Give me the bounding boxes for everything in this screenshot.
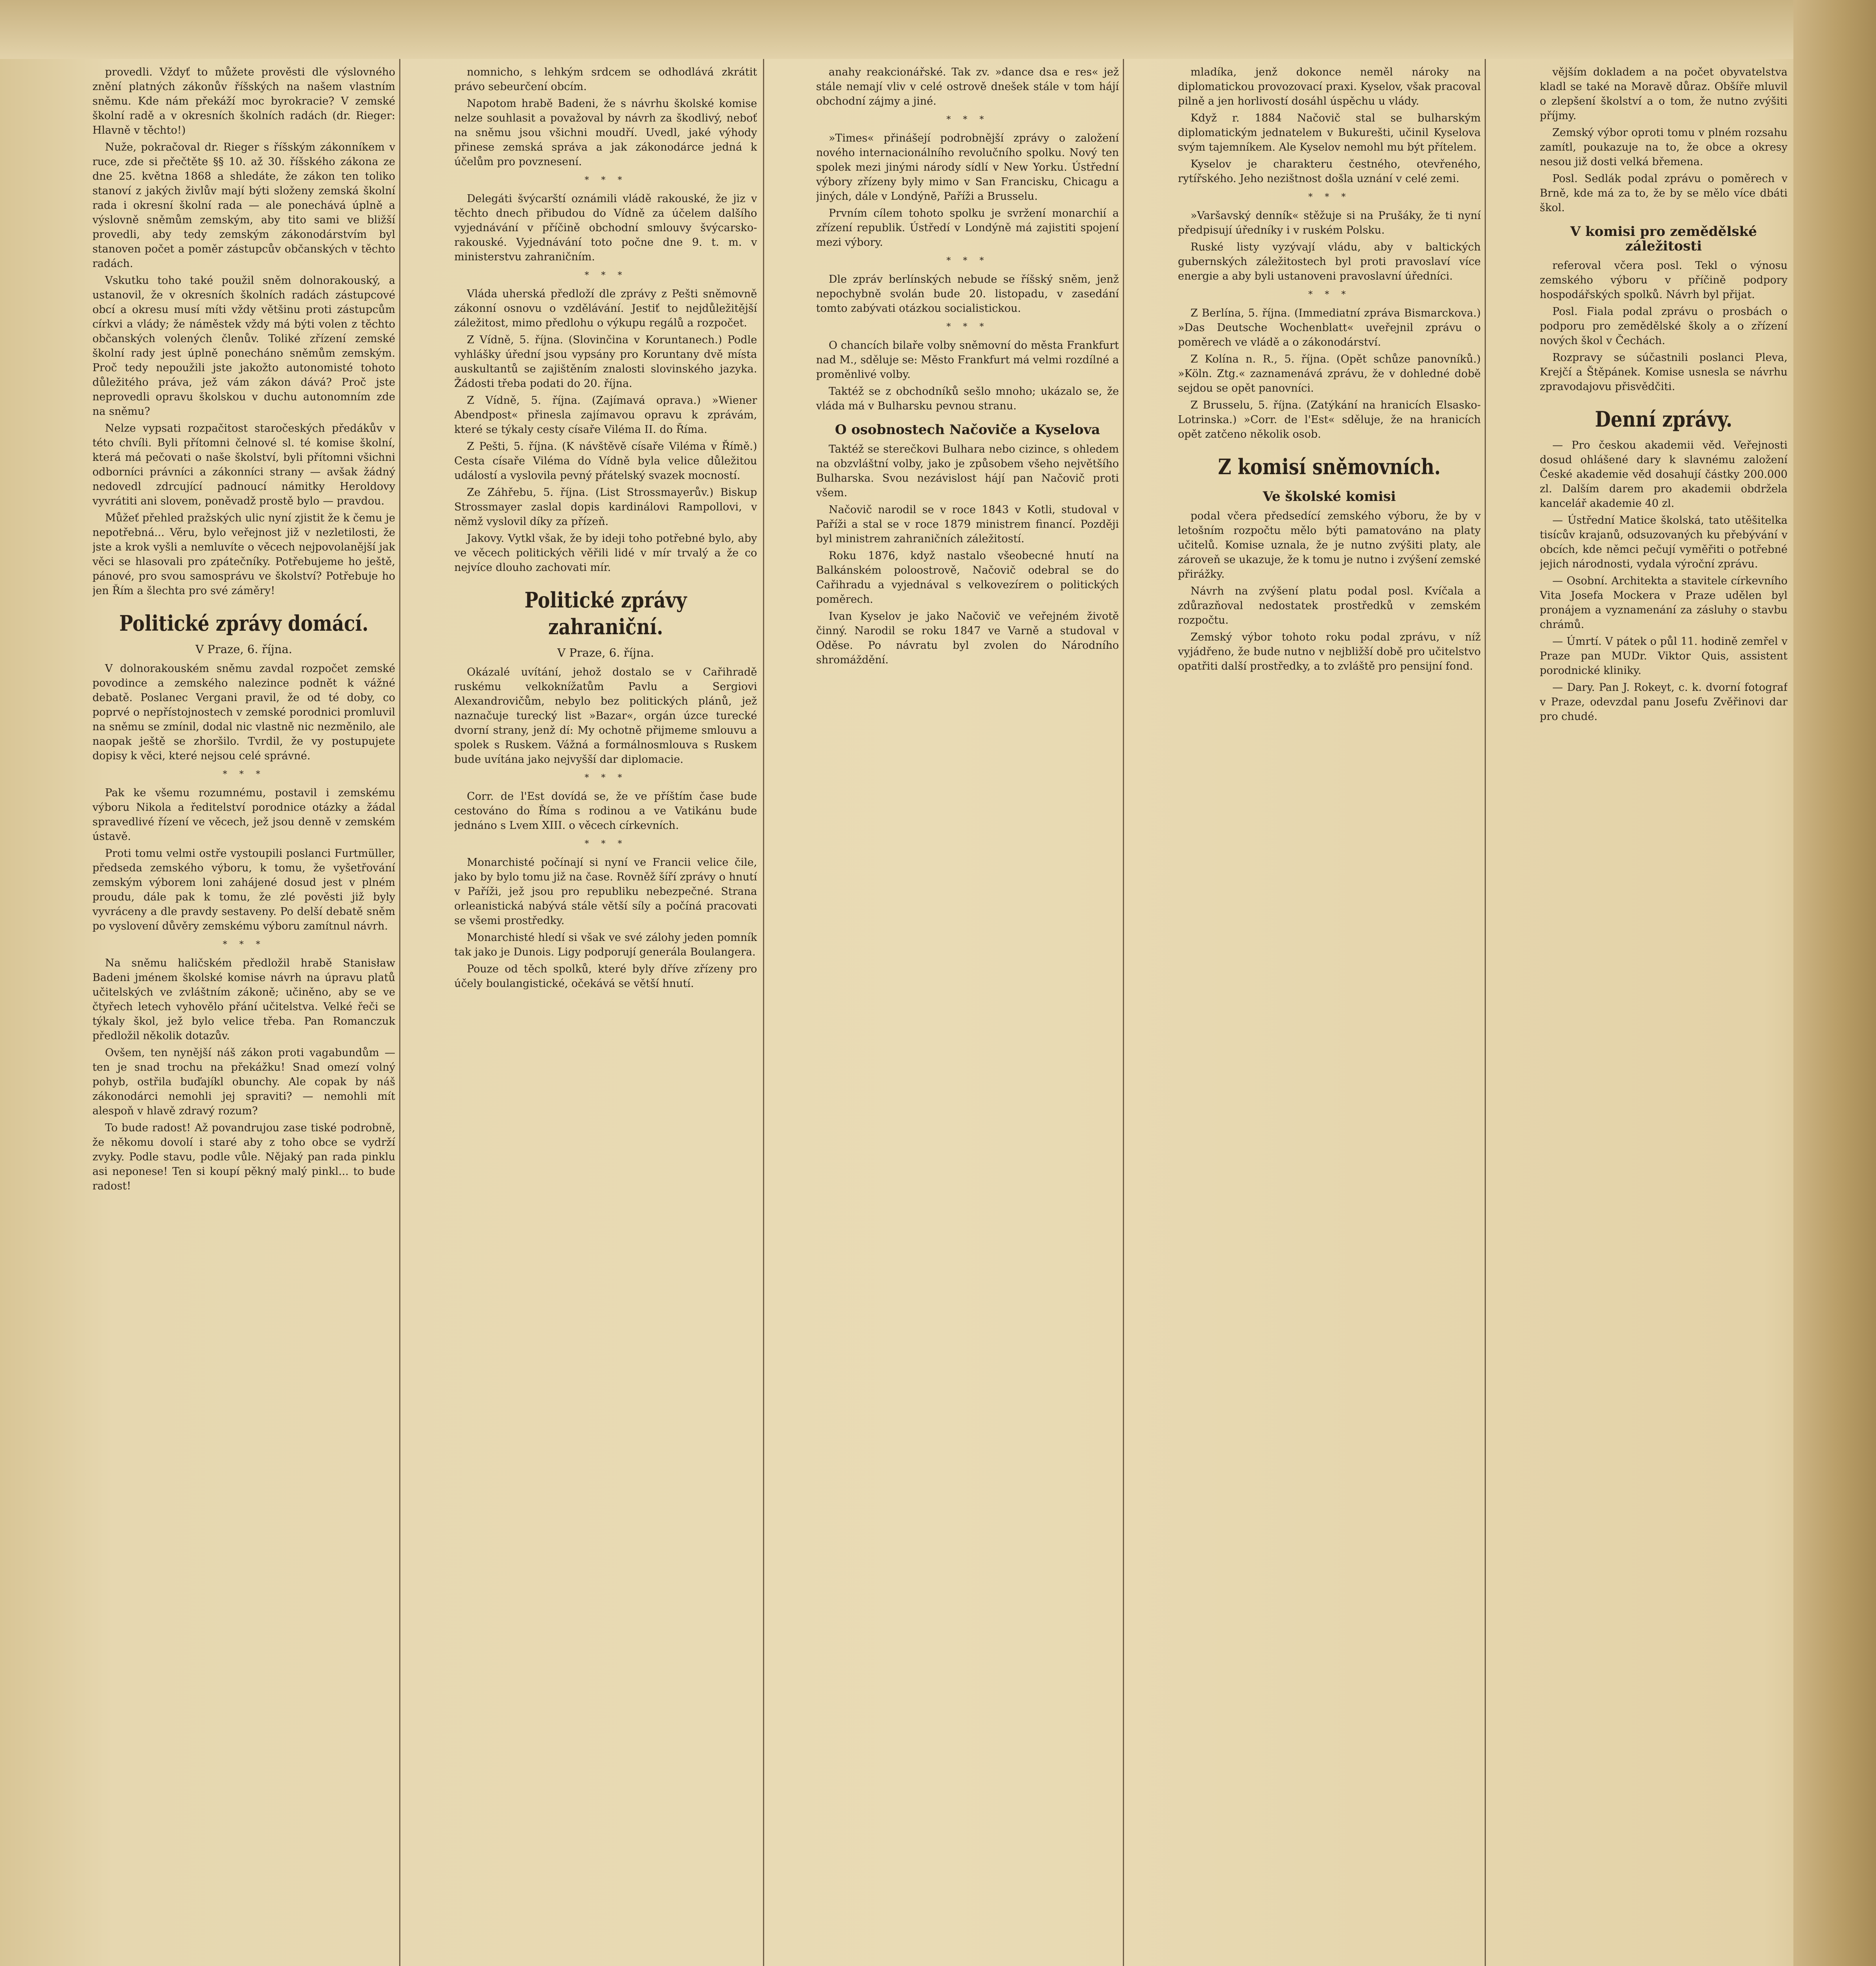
subhead-school-committee: Ve školské komisi <box>1262 489 1396 504</box>
column-rule <box>1485 59 1486 1966</box>
article-paragraph: Z Berlína, 5. října. (Immediatní zpráva Bismarckova.) »Das Deutsche Wochenblatt« uveřejnil zprávu o poměrech ve vládě a o zákonodárství. <box>1178 307 1481 348</box>
separator-stars: * * * <box>584 175 627 185</box>
article-paragraph: Jakovy. Vytkl však, že by ideji toho potřebné bylo, aby ve věcech politických věřili lidé v mír trvalý a že co nejvíce dlouho zachovati mír. <box>454 532 757 574</box>
article-paragraph: Návrh na zvýšení platu podal posl. Kvíčala a zdůrazňoval nedostatek prostředků v zemském rozpočtu. <box>1178 585 1481 626</box>
article-paragraph: Z Vídně, 5. října. (Zajímavá oprava.) »Wiener Abendpost« přinesla zajímavou opravu k zprávám, které se týkaly cesty císaře Viléma II. do Říma. <box>454 394 757 436</box>
section-title-daily-news: Denní zprávy. <box>1595 407 1732 432</box>
separator-stars: * * * <box>584 271 627 280</box>
article-paragraph: anahy reakcionářské. Tak zv. »dance dsa e res« jež stále nemají vliv v celé ostrově dnešek stále v tom hájí obchodní zájmy a jiné. <box>816 66 1119 107</box>
article-paragraph: Dle zpráv berlínských nebude se říšský sněm, jenž nepochybně svolán bude 20. listopadu, v zasedání tomto zabývati otázkou socialistickou. <box>816 273 1119 315</box>
article-paragraph: Vskutku toho také použil sněm dolnorakouský, a ustanovil, že v okresních školních radách zástupcové obcí a okresu musí míti vždy většinu proti zástupcům církvi a vlády; že náměstek vždy má býti volen z těchto občanských volených členův. Toliké zřízení zemské školní rady jest úplně ponecháno sněmům zemským. Proč tedy nepoužili jste jakožto autonomisté tohoto důležitého práva, jež vám zákon dává? Proč jste neprovedli opravu školskou v duchu autonomním zde na sněmu? <box>92 274 395 418</box>
article-paragraph: — Ústřední Matice školská, tato utěšitelka tisícův krajanů, odsuzovaných ku přebývání v obcích, kde němci pečují vyměřiti o potřebné jejich národnosti, vydala výroční zprávu. <box>1540 514 1788 570</box>
page-binding-edge <box>1793 0 1876 1966</box>
article-paragraph: Zemský výbor oproti tomu v plném rozsahu zamítl, poukazuje na to, že obce a okresy nesou již dosti velká břemena. <box>1540 127 1788 168</box>
article-paragraph: Z Brusselu, 5. října. (Zatýkání na hranicích Elsasko-Lotrinska.) »Corr. de l'Est« sděluje, že na hranicích opět zatčeno několik osob. <box>1178 399 1481 440</box>
separator-stars: * * * <box>946 256 989 266</box>
column-rule <box>763 59 764 1966</box>
article-paragraph: referoval včera posl. Tekl o výnosu zemského výboru v příčině podpory hospodářských spolků. Návrh byl přijat. <box>1540 260 1788 301</box>
article-paragraph: Taktéž se sterečkovi Bulhara nebo cizince, s ohledem na obzvláštní volby, jako je způsobem všeho největšího Bulharska. Svou nezávislost hájí pan Načovič proti všem. <box>816 443 1119 499</box>
section-title-foreign: Politické zprávy zahraniční. <box>524 587 687 639</box>
article-paragraph: Delegáti švýcarští oznámili vládě rakouské, že jiz v těchto dnech přibudou do Vídně za účelem dalšího vyjednávání v příčině obchodní smlouvy švýcarsko-rakouské. Vyjednávání toto počne dne 9. t. m. v ministerstvu zahraničním. <box>454 193 757 263</box>
article-paragraph: »Times« přinášejí podrobnější zprávy o založení nového internacionálního revolučního spolku. Nový ten spolek mezi jinými národy sídlí v New Yorku. Ústřední výbory zřízeny byly mimo v San Francisku, Chicagu a jiných, dále v Londýně, Paříži a Brusselu. <box>816 132 1119 202</box>
separator-stars: * * * <box>223 940 265 950</box>
article-paragraph: Ivan Kyselov je jako Načovič ve veřejném životě činný. Narodil se roku 1847 ve Varně a studoval v Oděse. Po návratu byl zvolen do Národního shromáždění. <box>816 610 1119 666</box>
article-paragraph: Monarchisté hledí si však ve své zálohy jeden pomník tak jako je Dunois. Ligy podporují generála Boulangera. <box>454 931 757 958</box>
article-paragraph: Ruské listy vyzývají vládu, aby v baltických gubernských záležitostech byl proti pravoslaví více energie a aby byli ustanoveni pravoslavní úředníci. <box>1178 241 1481 282</box>
dateline: V Praze, 6. října. <box>557 646 654 659</box>
subhead-agriculture-committee: V komisi pro zemědělské záležitosti <box>1570 224 1757 254</box>
article-paragraph: Prvním cílem tohoto spolku je svržení monarchií a zřízení republik. Ústředí v Londýně má zajistiti spojení mezi výbory. <box>816 207 1119 249</box>
section-title-committees: Z komisí sněmovních. <box>1218 454 1441 479</box>
article-paragraph: Z Pešti, 5. října. (K návštěvě císaře Viléma v Římě.) Cesta císaře Viléma do Vídně byla velice důležitou událostí a vyslovila pevný přátelský svazek mocností. <box>454 440 757 482</box>
article-paragraph: Kyselov je charakteru čestného, otevřeného, rytířského. Jeho nezištnost došla uznání v celé zemi. <box>1178 158 1481 185</box>
separator-stars: * * * <box>1308 192 1351 202</box>
separator-stars: * * * <box>584 773 627 783</box>
column-2 <box>454 65 757 1966</box>
article-paragraph: podal včera předsedící zemského výboru, že by v letošním rozpočtu mělo býti pamatováno na platy učitelů. Komise uznala, že je nutno zvýšiti platy, ale zároveň se ukazuje, že k tomu je nutno i zvýšení zemské přirážky. <box>1178 510 1481 580</box>
article-paragraph: Zemský výbor tohoto roku podal zprávu, v níž vyjádřeno, že bude nutno v nejbližší době pro učitelstvo opatřiti další prostředky, a to zvláště pro pensijní fond. <box>1178 631 1481 672</box>
separator-stars: * * * <box>946 115 989 125</box>
article-paragraph: Monarchisté počínají si nyní ve Francii velice čile, jako by bylo tomu již na čase. Rovněž šíří zprávy o hnutí v Paříži, jež jsou pro republiku nebezpečné. Strana orleanistická nabývá stále větší síly a počíná pracovati se všemi prostředky. <box>454 856 757 927</box>
article-paragraph: Corr. de l'Est dovídá se, že ve příštím čase bude cestováno do Říma s rodinou a ve Vatikánu bude jednáno s Lvem XIII. o věcech církevních. <box>454 790 757 832</box>
article-paragraph: Taktéž se z obchodníků sešlo mnoho; ukázalo se, že vláda má v Bulharsku pevnou stranu. <box>816 385 1119 412</box>
page-top-edge <box>0 0 1876 59</box>
article-paragraph: Napotom hrabě Badeni, že s návrhu školské komise nelze souhlasit a považoval by návrh za škodlivý, neboť na sněmu jsou všichni moudří. Uvedl, jaké výhody přinese zemská správa a jak zákonodárce jedná k účelům pro povznesení. <box>454 98 757 168</box>
dateline: V Praze, 6. října. <box>195 642 292 656</box>
separator-stars: * * * <box>1308 290 1351 300</box>
article-paragraph: vějším dokladem a na počet obyvatelstva kladl se také na Moravě důraz. Obšíře mluvil o zlepšení školství a o tom, že nutno zvýšiti příjmy. <box>1540 66 1788 122</box>
column-4 <box>1178 65 1481 1966</box>
article-paragraph: Načovič narodil se v roce 1843 v Kotli, studoval v Paříži a stal se v roce 1879 ministrem financí. Později byl ministrem zahraničních záležitostí. <box>816 504 1119 545</box>
article-paragraph: Z Kolína n. R., 5. října. (Opět schůze panovníků.) »Köln. Ztg.« zaznamenává zprávu, že v dohledné době sejdou se opět panovníci. <box>1178 353 1481 394</box>
article-paragraph: Vláda uherská předloží dle zprávy z Pešti sněmovně zákonní osnovu o vzdělávání. Jestiť to nejdůležitější záležitost, mimo předlohu o výkupu regálů a rozpočet. <box>454 288 757 329</box>
article-paragraph: Nuže, pokračoval dr. Rieger s říšským zákonníkem v ruce, zde si přečtěte §§ 10. až 30. říšského zákona ze dne 25. května 1868 a shledáte, že zákon ten toliko stanoví z jakých živlův mají býti složeny zemská školní rada i okresní školní rada — ale ponechává úplně a výslovně sněmům zemským, aby tito sami ve bližší provedli, aby tedy zemským zákonodárstvím byl stanoven počet a poměr zástupcův občanských v těchto radách. <box>92 141 395 270</box>
section-title-domestic: Politické zprávy domácí. <box>119 611 369 636</box>
column-3 <box>816 65 1119 1966</box>
separator-stars: * * * <box>223 769 265 779</box>
article-paragraph: mladíka, jenž dokonce neměl nároky na diplomatickou provozovací praxi. Kyselov, však pracoval pilně a jen horlivostí dosáhl úspěchu u vlády. <box>1178 66 1481 107</box>
column-rule <box>1123 59 1124 1966</box>
article-paragraph: Když r. 1884 Načovič stal se bulharským diplomatickým jednatelem v Bukurešti, učinil Kyselova svým tajemníkem. Ale Kyselov nemohl mu být přítelem. <box>1178 112 1481 153</box>
article-paragraph: »Varšavský denník« stěžuje si na Prušáky, že ti nyní předpisují úředníky i v ruském Polsku. <box>1178 210 1481 236</box>
article-paragraph: Posl. Sedlák podal zprávu o poměrech v Brně, kde má za to, že by se mělo více dbáti škol. <box>1540 173 1788 214</box>
article-paragraph: Na sněmu haličském předložil hrabě Stanisław Badeni jménem školské komise návrh na úpravu platů učitelských ve zvláštním zákoně; učiněno, aby se ve čtyřech letech vyhovělo přání učitelstva. Velké řeči se týkaly škol, jež bylo velice třeba. Pan Romanczuk předložil několik dotazův. <box>92 957 395 1042</box>
article-paragraph: Rozpravy se súčastnili poslanci Pleva, Krejčí a Štěpánek. Komise usnesla se návrhu zpravodajovu přisvědčiti. <box>1540 352 1788 393</box>
article-paragraph: Z Vídně, 5. října. (Slovinčina v Koruntanech.) Podle vyhlášky úřední jsou vypsány pro Koruntany dvě místa auskultantů se zajištěním znalosti slovinského jazyka. Žádosti třeba podati do 20. října. <box>454 334 757 390</box>
article-paragraph: — Pro českou akademii věd. Veřejnosti dosud ohlášené dary k slavnému založení České akademie věd dosahují částky 200.000 zl. Dalším darem pro akademii obdržela kancelář akademie 40 zl. <box>1540 439 1788 510</box>
article-paragraph: Okázalé uvítání, jehož dostalo se v Cařihradě ruskému velkoknížatům Pavlu a Sergiovi Alexandrovičům, nebylo bez politických plánů, jež naznačuje turecký list »Bazar«, orgán úzce turecké dvorní strany, jenž dí: My ochotně přijmeme smlouvu a spolek s Ruskem. Vážná a formálnosmlouva s Ruskem bude uvítána jako nejvyšší dar diplomacie. <box>454 666 757 766</box>
article-paragraph: O chancích bilaře volby sněmovní do města Frankfurt nad M., sděluje se: Město Frankfurt má velmi rozdílné a proměnlivé volby. <box>816 339 1119 381</box>
article-paragraph: — Dary. Pan J. Rokeyt, c. k. dvorní fotograf v Praze, odevzdal panu Josefu Zvěřinovi dar pro chudé. <box>1540 681 1788 723</box>
article-paragraph: — Úmrtí. V pátek o půl 11. hodině zemřel v Praze pan MUDr. Viktor Quis, assistent porodnické kliniky. <box>1540 635 1788 677</box>
separator-stars: * * * <box>584 839 627 849</box>
article-paragraph: Pouze od těch spolků, které byly dříve zřízeny pro účely boulangistické, očekává se větší hnutí. <box>454 963 757 990</box>
article-paragraph: Můžeť přehled pražských ulic nyní zjistit že k čemu je nepotřebná... Věru, bylo veřejnost již v nezletilosti, že jste a krok vyšli a nemluvíte o věcech nejpovolanější jak věci se hlasovali pro zpátečníky. Potřebujeme ho ještě, pánové, pro svou samosprávu ve školství? Potřebuje ho jen Řím a šlechta pro své záměry! <box>92 512 395 597</box>
column-5 <box>1540 65 1788 1966</box>
article-paragraph: V dolnorakouském sněmu zavdal rozpočet zemské povodince a zemského nalezince podnět k vážné debatě. Poslanec Vergani pravil, že od té doby, co poprvé o nepřístojnostech v zemské porodnici promluvil na sněmu se zmínil, dodal nic vlastně nic nezměnilo, ale naopak ještě se zhoršilo. Tvrdil, že vy postupujete dopisy k věci, které nejsou celé správné. <box>92 663 395 762</box>
article-paragraph: — Osobní. Architekta a stavitele církevního Vita Josefa Mockera v Praze udělen byl pronájem a vyznamenání za zásluhy o stavbu chrámů. <box>1540 575 1788 631</box>
article-paragraph: Roku 1876, když nastalo všeobecné hnutí na Balkánském poloostrově, Načovič odebral se do Cařihradu a vyjednával s velkovezírem o politických poměrech. <box>816 550 1119 606</box>
column-rule <box>399 59 400 1966</box>
column-1 <box>92 65 395 1966</box>
article-paragraph: Ovšem, ten nynější náš zákon proti vagabundům — ten je snad trochu na překážku! Snad omezí volný pohyb, ostřila buďajíkl obunchy. Ale copak by náš zákonodárci nemohli jej spraviti? — nemohli mít alespoň v hlavě zdravý rozum? <box>92 1047 395 1117</box>
article-paragraph: Posl. Fiala podal zprávu o prosbách o podporu pro zemědělské školy a o zřízení nových škol v Čechách. <box>1540 306 1788 347</box>
article-paragraph: provedli. Vždyť to můžete prověsti dle výslovného znění platných zákonův říšských na našem vlastním sněmu. Kde nám překáží moc byrokracie? V zemské školní radě a v okresních školních radách (dr. Rieger: Hlavně v těchto!) <box>92 66 395 136</box>
article-paragraph: nomnicho, s lehkým srdcem se odhodlává zkrátit právo sebeurčení obcím. <box>454 66 757 93</box>
subhead-personalities: O osobnostech Načoviče a Kyselova <box>835 422 1100 438</box>
article-paragraph: Proti tomu velmi ostře vystoupili poslanci Furtmüller, předseda zemského výboru, k tomu, že vyšetřování zemským výborem loni zahájené dosud jest v plném proudu, dále pak k tomu, že zlé pověsti již byly vyvráceny a dle pravdy sestaveny. Po delší debatě sněm po vyslovení důvěry zemskému výboru zamítnul návrh. <box>92 847 395 932</box>
separator-stars: * * * <box>946 322 989 332</box>
article-paragraph: Nelze vypsati rozpačitost staročeských předákův v této chvíli. Byli přítomni čelnové sl. té komise školní, která má pečovati o naše školství, byli přítomni všichni odborníci právníci a zákonníci strany — avšak žádný nedovedl zdrcující padnoucí námitky Heroldovy vyvrátiti ani slovem, poněvadž prostě bylo — pravdou. <box>92 422 395 507</box>
article-paragraph: To bude radost! Až povandrujou zase tiské podrobně, že někomu dovolí i staré aby z toho obce se vydrží zvyky. Podle stavu, podle vůle. Nějaký pan rada pinklu asi neponese! Ten si koupí pěkný malý pinkl... to bude radost! <box>92 1122 395 1192</box>
article-paragraph: Pak ke všemu rozumnému, postavil i zemskému výboru Nikola a ředitelství porodnice otázky a žádal spravedlivé řízení ve věcech, jež jsou denně v zemském ústavě. <box>92 787 395 843</box>
article-paragraph: Ze Záhřebu, 5. října. (List Strossmayerův.) Biskup Strossmayer zaslal dopis kardinálovi Rampollovi, v němž vyslovil díky za přízeň. <box>454 486 757 528</box>
